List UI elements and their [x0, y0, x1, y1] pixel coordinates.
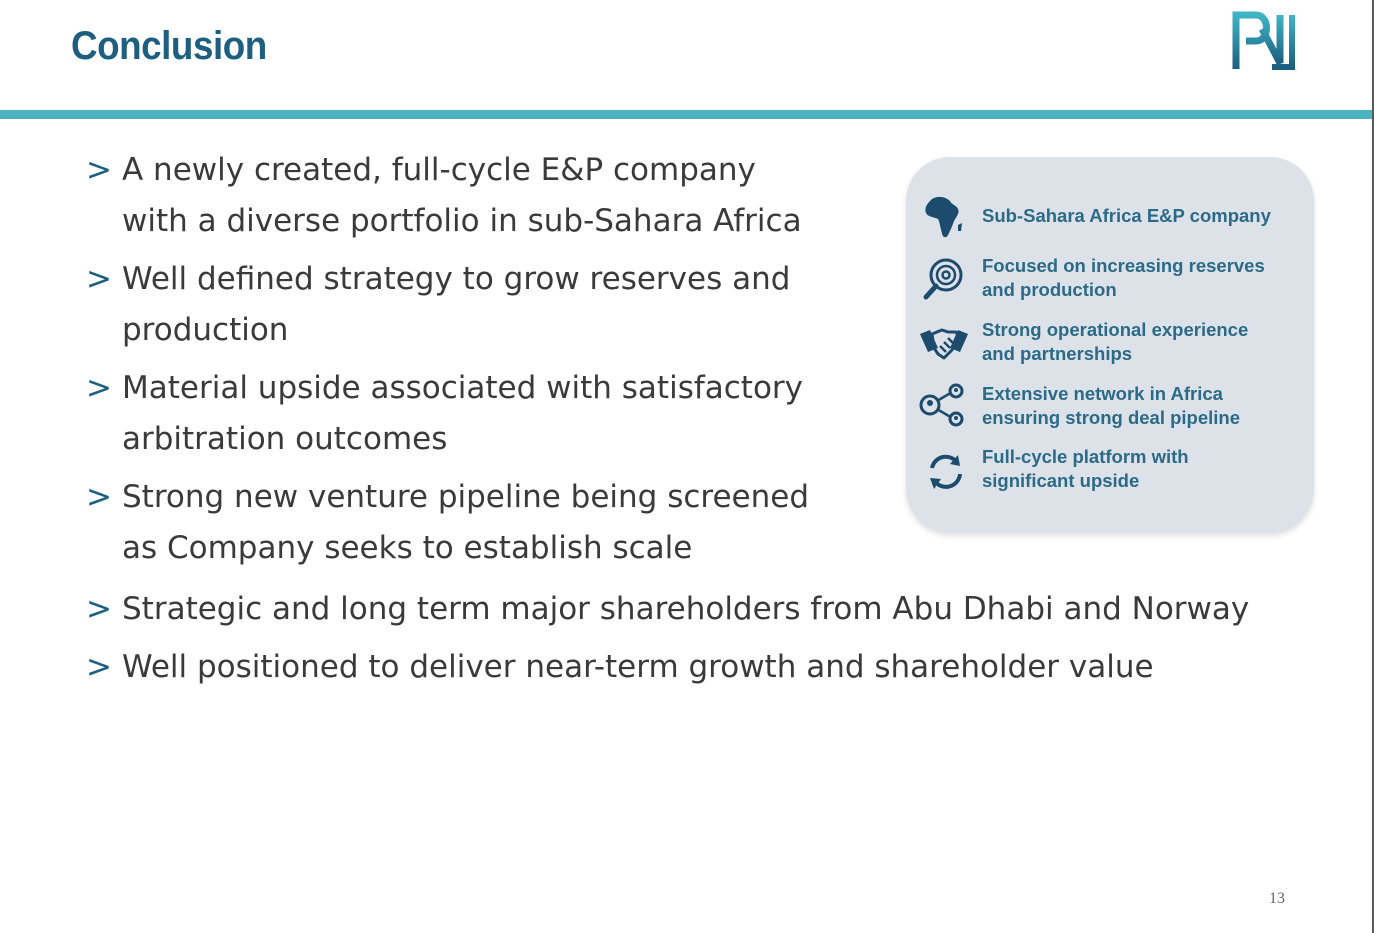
- highlights-panel: [906, 157, 1314, 533]
- highlight-text: Sub-Sahara Africa E&P company: [982, 205, 1271, 226]
- highlight-item: [982, 204, 1271, 228]
- highlight-text: and production: [982, 279, 1117, 300]
- bullet-marker: >: [86, 591, 112, 627]
- highlight-text: Extensive network in Africa: [982, 383, 1223, 404]
- highlight-item: [982, 445, 1189, 493]
- highlight-text: Focused on increasing reserves: [982, 255, 1265, 276]
- cycle-arrows-icon: [918, 448, 970, 496]
- company-logo: [1232, 11, 1296, 71]
- bullet-item: [86, 254, 790, 356]
- bullet-text: production: [122, 312, 289, 348]
- highlight-item: [982, 382, 1240, 430]
- bullet-item: [86, 145, 802, 247]
- africa-map-icon: [918, 193, 970, 241]
- bullet-marker: >: [86, 152, 112, 188]
- magnifier-icon: [918, 255, 970, 303]
- page-number: 13: [1269, 890, 1285, 907]
- bullet-text: Well positioned to deliver near-term growth and shareholder value: [122, 649, 1154, 685]
- highlight-item: [982, 318, 1248, 366]
- bullet-item: [86, 642, 1154, 693]
- network-icon: [918, 383, 970, 431]
- bullet-marker: >: [86, 649, 112, 685]
- slide-title: Conclusion: [71, 24, 267, 68]
- bullet-item: [86, 472, 809, 574]
- bullet-text: as Company seeks to establish scale: [122, 530, 693, 566]
- header-rule: [0, 110, 1372, 119]
- bullet-text: Material upside associated with satisfactory: [122, 370, 804, 406]
- bullet-text: with a diverse portfolio in sub-Sahara Africa: [122, 203, 802, 239]
- handshake-icon: [918, 320, 970, 368]
- bullet-item: [86, 584, 1249, 635]
- bullet-item: [86, 363, 803, 465]
- bullet-marker: >: [86, 370, 112, 406]
- highlight-item: [982, 254, 1265, 302]
- bullet-text: arbitration outcomes: [122, 421, 448, 457]
- bullet-marker: >: [86, 261, 112, 297]
- bullet-text: Well defined strategy to grow reserves and: [122, 261, 791, 297]
- highlight-text: Full-cycle platform with: [982, 446, 1189, 467]
- bullet-text: Strong new venture pipeline being screened: [122, 479, 810, 515]
- bullet-marker: >: [86, 479, 112, 515]
- highlight-text: significant upside: [982, 470, 1140, 491]
- bullet-text: Strategic and long term major shareholders from Abu Dhabi and Norway: [122, 591, 1250, 627]
- highlight-text: Strong operational experience: [982, 319, 1249, 340]
- highlight-text: and partnerships: [982, 343, 1133, 364]
- highlight-text: ensuring strong deal pipeline: [982, 407, 1241, 428]
- bullet-text: A newly created, full-cycle E&P company: [122, 152, 756, 188]
